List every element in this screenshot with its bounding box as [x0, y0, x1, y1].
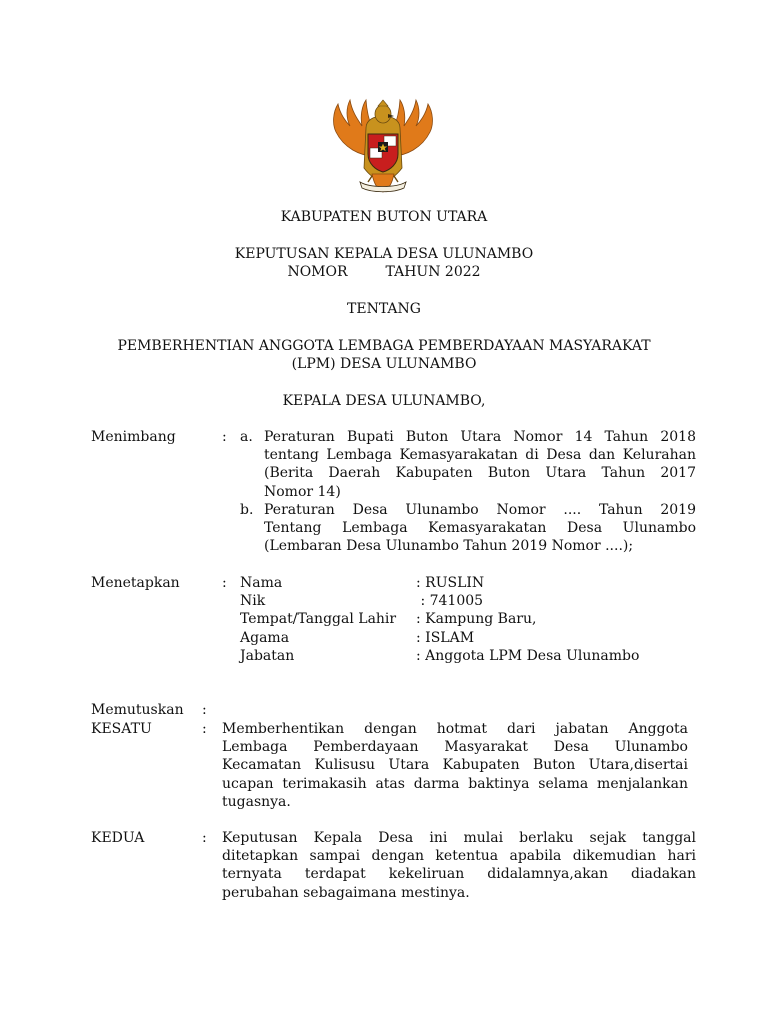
- menimbang-a-line-4: Nomor 14): [264, 483, 341, 500]
- decree-number-line: [0, 263, 768, 281]
- kesatu-label: KESATU: [91, 721, 152, 737]
- subject-line-2: (LPM) DESA ULUNAMBO: [291, 356, 477, 372]
- field-value-agama: : ISLAM: [416, 630, 475, 646]
- menimbang-a-line-2: tentang Lembaga Kemasyarakatan di Desa dan Kelurahan: [264, 447, 696, 464]
- field-key-jabatan: Jabatan: [240, 648, 295, 664]
- field-value-jabatan: : Anggota LPM Desa Ulunambo: [416, 648, 640, 664]
- field-value-nama: : RUSLIN: [416, 575, 485, 591]
- field-key-nik: Nik: [240, 593, 266, 609]
- memutuskan-label: Memutuskan: [91, 702, 184, 718]
- menetapkan-label: Menetapkan: [91, 575, 180, 591]
- field-value-nik: : 741005: [416, 593, 484, 609]
- kedua-line-1: Keputusan Kepala Desa ini mulai berlaku sejak tanggal: [222, 830, 696, 846]
- menimbang-item-a: [264, 428, 696, 501]
- kedua-label: KEDUA: [91, 830, 145, 846]
- year-label: TAHUN 2022: [385, 264, 481, 280]
- kesatu-line-3: Kecamatan Kulisusu Utara Kabupaten Buton Utara,disertai: [222, 757, 688, 774]
- decree-title: KEPUTUSAN KEPALA DESA ULUNAMBO: [234, 246, 534, 262]
- kedua-line-3: ternyata terdapat kekeliruan didalamnya,akan diadakan: [222, 866, 696, 883]
- garuda-pancasila-emblem: [330, 98, 436, 198]
- field-key-agama: Agama: [240, 630, 290, 646]
- field-key-ttl: Tempat/Tanggal Lahir: [240, 611, 397, 627]
- field-value-ttl: : Kampung Baru,: [416, 611, 537, 627]
- subject-line-1: PEMBERHENTIAN ANGGOTA LEMBAGA PEMBERDAYAAN MASYARAKAT: [117, 338, 651, 354]
- kesatu-line-1: Memberhentikan dengan hotmat dari jabatan Anggota: [222, 721, 688, 737]
- menimbang-colon: :: [222, 429, 227, 445]
- menimbang-marker-b: b.: [240, 502, 254, 518]
- kesatu-colon: :: [202, 721, 207, 737]
- menetapkan-colon: :: [222, 575, 227, 591]
- kedua-line-4: perubahan sebagaimana mestinya.: [222, 884, 470, 901]
- tentang-heading: TENTANG: [347, 301, 421, 317]
- kesatu-line-2: Lembaga Pemberdayaan Masyarakat Desa Ulunambo: [222, 739, 688, 756]
- menimbang-marker-a: a.: [240, 429, 253, 445]
- menimbang-b-line-2: Tentang Lembaga Kemasyarakatan Desa Ulunambo: [264, 520, 696, 537]
- memutuskan-colon: :: [202, 702, 207, 718]
- menimbang-b-line-1: Peraturan Desa Ulunambo Nomor .... Tahun 2019: [264, 502, 696, 518]
- menimbang-b-line-3: (Lembaran Desa Ulunambo Tahun 2019 Nomor ....);: [264, 538, 634, 555]
- kesatu-line-4: ucapan terimakasih atas darma baktinya selama menjalankan: [222, 775, 688, 792]
- kesatu-paragraph: [222, 720, 688, 811]
- field-key-nama: Nama: [240, 575, 283, 591]
- number-label: NOMOR: [287, 264, 348, 280]
- kedua-line-2: ditetapkan sampai dengan ketentua apabila dikemudian hari: [222, 848, 696, 865]
- garuda-head: [375, 105, 391, 123]
- regency-title: KABUPATEN BUTON UTARA: [280, 209, 488, 225]
- kesatu-line-5: tugasnya.: [222, 793, 291, 810]
- menimbang-a-line-3: (Berita Daerah Kabupaten Buton Utara Tahun 2017: [264, 465, 696, 482]
- issuer-heading: KEPALA DESA ULUNAMBO,: [282, 393, 486, 409]
- garuda-crest: [378, 100, 388, 106]
- kedua-paragraph: [222, 829, 696, 902]
- menimbang-a-line-1: Peraturan Bupati Buton Utara Nomor 14 Tahun 2018: [264, 429, 696, 445]
- menimbang-label: Menimbang: [91, 429, 176, 445]
- kedua-colon: :: [202, 830, 207, 846]
- menimbang-item-b: [264, 501, 696, 556]
